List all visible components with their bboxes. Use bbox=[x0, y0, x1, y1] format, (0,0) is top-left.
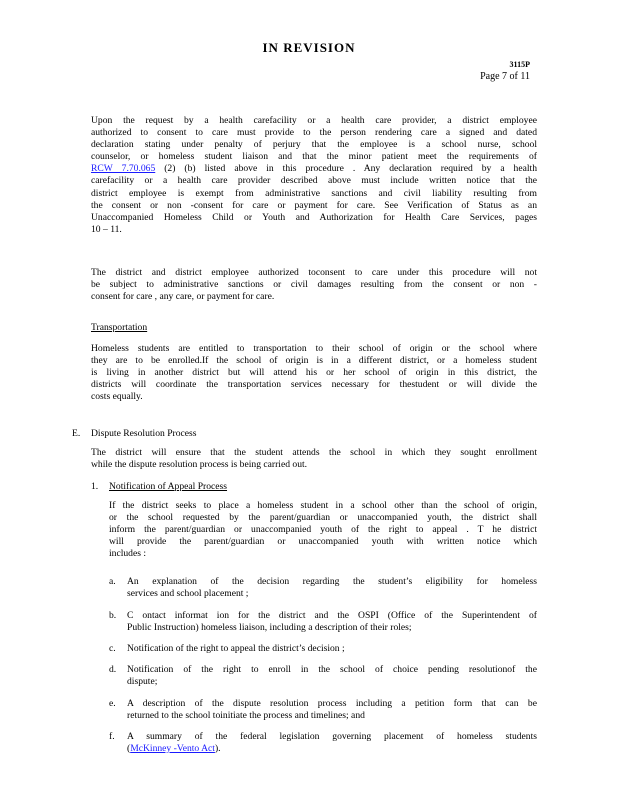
transportation-paragraph bbox=[91, 343, 537, 403]
text-line: or the school requested by the parent/guardian or unaccompanied youth, the district shall bbox=[109, 512, 537, 524]
text-line: C ontact informat ion for the district and the OSPI (Office of the Superintendent of bbox=[127, 610, 537, 621]
paren-open: ( bbox=[127, 743, 131, 755]
text-line: Notification of the right to enroll in the school of choice pending resolutionof the bbox=[127, 664, 537, 675]
section-e-paragraph bbox=[91, 447, 537, 471]
text-line: inform the parent/guardian or unaccompanied youth of the right to appeal . T he district bbox=[109, 524, 537, 536]
text-line: The district and district employee authorized toconsent to care under this procedure will not bbox=[91, 267, 537, 278]
text-line: they are to be enrolled.If the school of origin is in a different district, or a homeless student bbox=[91, 355, 537, 367]
text-line: A description of the dispute resolution process including a petition form that can be bbox=[127, 698, 537, 709]
mckinney-vento-link[interactable]: McKinney -Vento Act bbox=[130, 743, 215, 755]
paren-close: ). bbox=[214, 743, 221, 755]
item-1-heading: Notification of Appeal Process bbox=[109, 481, 228, 492]
text-line: If the district seeks to place a homeless student in a school other than the school of origin, bbox=[109, 500, 537, 511]
text-line: declaration stating under penalty of perjury that the employee is a school nurse, school bbox=[91, 139, 537, 151]
text-line: dispute; bbox=[127, 676, 158, 688]
text-line: costs equally. bbox=[91, 391, 143, 403]
page-title: IN REVISION bbox=[262, 40, 356, 55]
text-line: counselor, or homeless student liaison and that the minor patient meet the requirements of bbox=[91, 151, 537, 163]
text-line bbox=[91, 163, 537, 175]
item-f-text bbox=[127, 731, 537, 755]
item-b-text bbox=[127, 610, 537, 634]
sanctions-paragraph bbox=[91, 267, 537, 303]
policy-code: 3115P bbox=[509, 60, 530, 69]
text-line: The district will ensure that the student attends the school in which they sought enrollment bbox=[91, 447, 537, 458]
item-e-text bbox=[127, 698, 537, 722]
text-line: districts will coordinate the transportation services necessary for thestudent or will divide the bbox=[91, 379, 537, 391]
rcw-link[interactable]: RCW 7.70.065 bbox=[91, 163, 156, 175]
text-line: Homeless students are entitled to transportation to their school of origin or the school where bbox=[91, 343, 537, 354]
item-f-letter: f. bbox=[109, 731, 115, 742]
text-line: will provide the parent/guardian or unaccompanied youth with written notice which bbox=[109, 536, 537, 548]
consent-paragraph bbox=[91, 115, 537, 236]
page-number: Page 7 of 11 bbox=[480, 71, 530, 82]
transportation-heading: Transportation bbox=[91, 322, 148, 333]
section-e-heading: Dispute Resolution Process bbox=[91, 428, 197, 439]
text-line bbox=[127, 743, 537, 755]
item-d-letter: d. bbox=[109, 664, 117, 675]
text-line: includes : bbox=[109, 548, 147, 560]
text-line: district employee is exempt from administrative sanctions and civil liability resulting from bbox=[91, 187, 537, 199]
text-line: 10 – 11. bbox=[91, 223, 122, 235]
text-line-rest: (2) (b) listed above in this procedure . Any declaration required by a health bbox=[155, 163, 537, 175]
text-line: An explanation of the decision regarding the student’s eligibility for homeless bbox=[127, 576, 537, 587]
text-line: carefacility or a health care provider described above must include written notice that the bbox=[91, 175, 537, 187]
text-line: authorized to consent to care must provide to the person rendering care a signed and dated bbox=[91, 127, 537, 139]
text-line: Public Instruction) homeless liaison, including a description of their roles; bbox=[127, 622, 412, 634]
text-line: A summary of the federal legislation governing placement of homeless students bbox=[127, 731, 537, 742]
item-c-text: Notification of the right to appeal the district’s decision ; bbox=[127, 643, 345, 654]
text-line: while the dispute resolution process is being carried out. bbox=[91, 459, 308, 471]
text-line: Unaccompanied Homeless Child or Youth and Authorization for Health Care Services, pages bbox=[91, 211, 537, 223]
text-line: is living in another district but will attend his or her school of origin in this district, the bbox=[91, 367, 537, 379]
item-a-text bbox=[127, 576, 537, 600]
text-line: consent for care , any care, or payment for care. bbox=[91, 291, 275, 303]
text-line: returned to the school toinitiate the process and timelines; and bbox=[127, 710, 365, 722]
item-d-text bbox=[127, 664, 537, 688]
section-e-letter: E. bbox=[72, 428, 81, 439]
item-c-letter: c. bbox=[109, 643, 116, 654]
text-line: Upon the request by a health carefacility or a health care provider, a district employee bbox=[91, 115, 537, 126]
text-line: be subject to administrative sanctions or civil damages resulting from the consent or non - bbox=[91, 279, 537, 291]
item-1-paragraph bbox=[109, 500, 537, 560]
text-line: the consent or non -consent for care or payment for care. See Verification of Status as an bbox=[91, 199, 537, 211]
text-line: services and school placement ; bbox=[127, 588, 249, 600]
item-1-number: 1. bbox=[91, 481, 99, 492]
item-b-letter: b. bbox=[109, 610, 117, 621]
item-e-letter: e. bbox=[109, 698, 116, 709]
item-a-letter: a. bbox=[109, 576, 116, 587]
